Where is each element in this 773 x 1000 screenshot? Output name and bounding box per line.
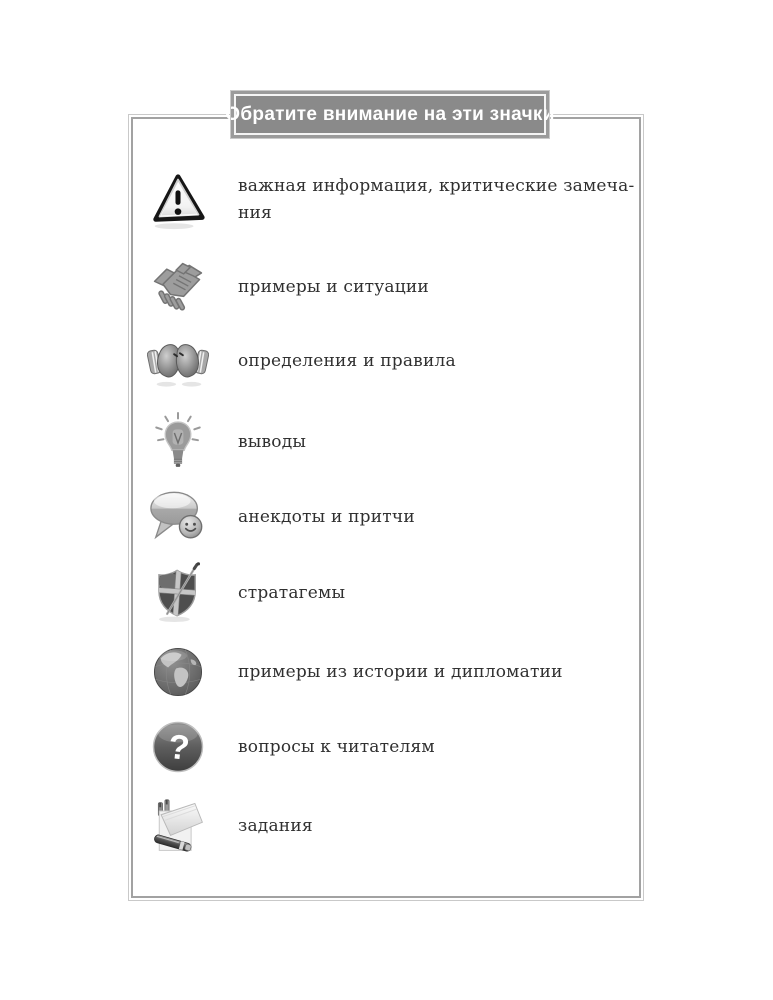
legend-label: вопросы к читателям	[238, 736, 435, 757]
question-mark-icon	[146, 708, 210, 786]
legend-row-stratagems	[146, 554, 616, 632]
legend-header-title: Обратите внимание на эти значки	[225, 103, 555, 125]
legend-label: задания	[238, 815, 313, 836]
legend-label: анекдоты и притчи	[238, 506, 415, 527]
legend-row-history	[146, 633, 616, 711]
warning-triangle-icon	[146, 161, 210, 239]
legend-label: стратагемы	[238, 582, 346, 603]
legend-label: важная информация, критические замеча- ния	[238, 176, 635, 223]
legend-row-tasks	[146, 787, 616, 865]
legend-row-examples	[146, 248, 616, 326]
globe-icon	[146, 633, 210, 711]
legend-label: примеры и ситуации	[238, 276, 429, 297]
legend-header	[225, 91, 555, 138]
speech-bubble-smiley-icon	[146, 478, 210, 556]
legend-row-questions	[146, 708, 616, 786]
notepad-pen-icon	[146, 787, 210, 865]
lightbulb-icon	[146, 403, 210, 481]
legend-row-anecdotes	[146, 478, 616, 556]
svg-text:?: ?	[166, 727, 192, 768]
legend-label: примеры из истории и дипломатии	[238, 661, 563, 682]
legend-row-important	[146, 161, 635, 239]
legend-row-conclusions	[146, 403, 616, 481]
legend-label: определения и правила	[238, 350, 456, 371]
boxing-gloves-icon	[146, 322, 210, 400]
legend-label: выводы	[238, 431, 307, 452]
legend-row-definitions	[146, 322, 616, 400]
handshake-icon	[146, 248, 210, 326]
shield-sword-icon	[146, 554, 210, 632]
